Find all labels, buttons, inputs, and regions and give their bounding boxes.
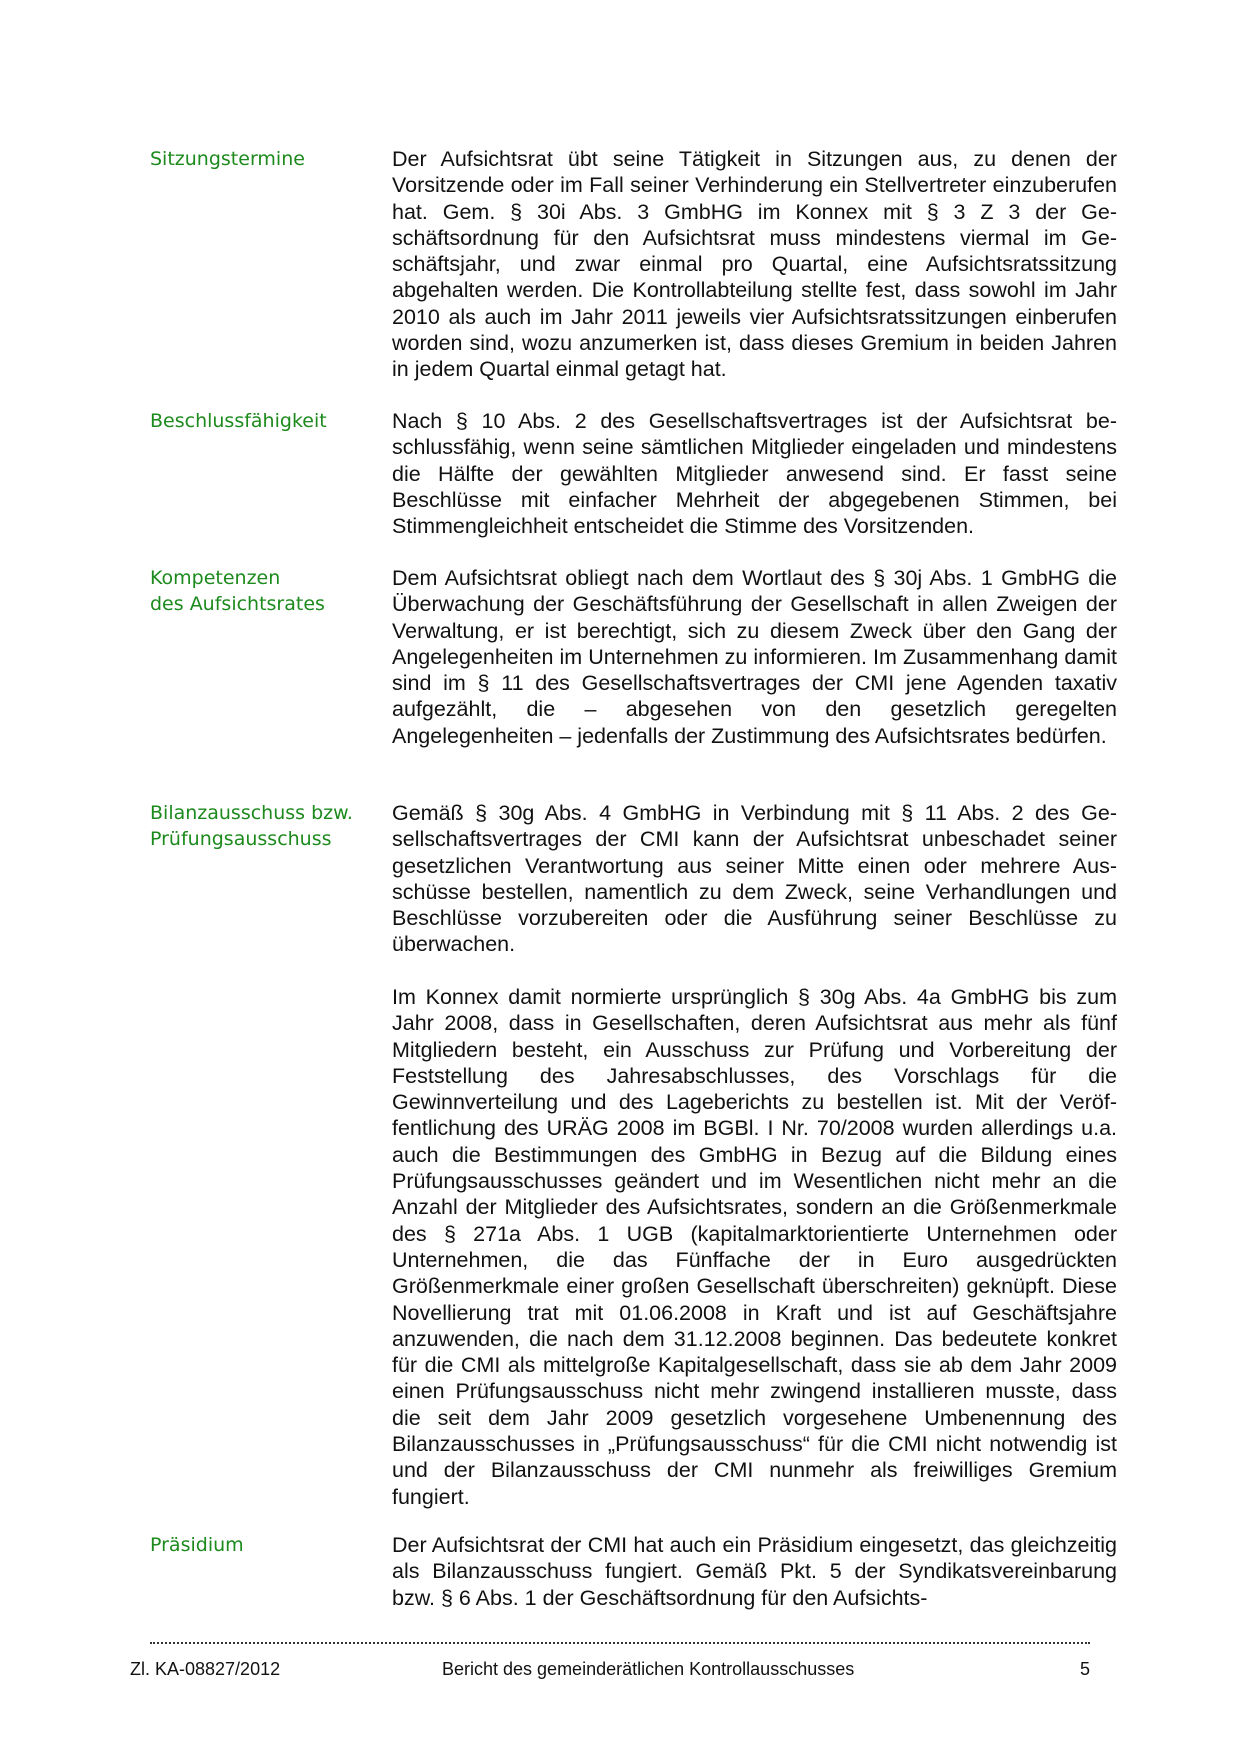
paragraph: Dem Aufsichtsrat obliegt nach dem Wortlaut des § 30j Abs. 1 GmbHG die Überwachung der Geschäftsführung der Gesellschaft in allen Zweigen der Verwaltung, er ist berechtigt, sich zu diesem Zweck über den Gang der Angelegenheiten im Unternehmen zu informieren. Im Zusammenhang damit sind im § 11 des Gesellschaftsvertrages der CMI jene Agenden taxativ aufgezählt, die – abgesehen von den gesetzlich geregelten Angelegenheiten – jedenfalls der Zustimmung des Aufsichtsrates bedürfen. <box>392 566 1117 748</box>
margin-label: Sitzungstermine <box>150 148 305 170</box>
page-number: 5 <box>1079 1659 1090 1679</box>
paragraph: Gemäß § 30g Abs. 4 GmbHG in Verbindung mit § 11 Abs. 2 des Gesellschaftsvertrages der CMI kann der Aufsichtsrat unbeschadet seiner gesetzlichen Verantwortung aus seiner Mitte einen oder mehrere Ausschüsse bestellen, namentlich zu dem Zweck, seine Verhandlungen und Beschlüsse vorzubereiten oder die Ausführung seiner Beschlüsse zu überwachen. <box>392 801 1117 957</box>
margin-label: Präsidium <box>150 1534 244 1556</box>
paragraph: Der Aufsichtsrat der CMI hat auch ein Präsidium eingesetzt, das gleichzeitig als Bilanzausschuss fungiert. Gemäß Pkt. 5 der Syndikatsvereinbarung bzw. § 6 Abs. 1 der Geschäftsordnung für den Aufsichts- <box>392 1533 1117 1610</box>
margin-label: Bilanzausschuss bzw. Prüfungsausschuss <box>150 802 353 850</box>
margin-label: Kompetenzen des Aufsichtsrates <box>150 567 325 615</box>
footer-divider <box>150 1642 1090 1644</box>
footer-reference: Zl. KA-08827/2012 <box>130 1659 281 1679</box>
footer-title: Bericht des gemeinderätlichen Kontrollausschusses <box>442 1659 855 1679</box>
paragraph: Nach § 10 Abs. 2 des Gesellschaftsvertrages ist der Aufsichtsrat beschlussfähig, wenn seine sämtlichen Mitglieder eingeladen und mindestens die Hälfte der gewählten Mitglieder anwesend sind. Er fasst seine Beschlüsse mit einfacher Mehrheit der abgegebenen Stimmen, bei Stimmengleichheit entscheidet die Stimme des Vorsitzenden. <box>392 409 1117 539</box>
paragraph: Im Konnex damit normierte ursprünglich § 30g Abs. 4a GmbHG bis zum Jahr 2008, dass in Gesellschaften, deren Aufsichtsrat aus mehr als fünf Mitgliedern besteht, ein Ausschuss zur Prüfung und Vorbereitung der Feststellung des Jahresabschlusses, des Vorschlags für die Gewinnverteilung und des Lageberichts zu bestellen ist. Mit der Veröffentlichung des URÄG 2008 im BGBl. I Nr. 70/2008 wurden allerdings u.a. auch die Bestimmungen des GmbHG in Bezug auf die Bildung eines Prüfungsausschusses geändert und im Wesentlichen nicht mehr an die Anzahl der Mitglieder des Aufsichtsrates, sondern an die Größenmerkmale des § 271a Abs. 1 UGB (kapitalmarktorientierte Unternehmen oder Unternehmen, die das Fünffache der in Euro ausgedrückten Größenmerkmale einer großen Gesellschaft überschreiten) geknüpft. Diese Novellierung trat mit 01.06.2008 in Kraft und ist auf Geschäftsjahre anzuwenden, die nach dem 31.12.2008 beginnen. Das bedeutete konkret für die CMI als mittelgroße Kapitalgesellschaft, dass sie ab dem Jahr 2009 einen Prüfungsausschuss nicht mehr zwingend installieren musste, dass die seit dem Jahr 2009 gesetzlich vorgesehene Umbenennung des Bilanzausschusses in „Prüfungsausschuss“ für die CMI nicht notwendig ist und der Bilanzausschuss der CMI nunmehr als freiwilliges Gremium fungiert. <box>392 985 1117 1509</box>
paragraph: Der Aufsichtsrat übt seine Tätigkeit in Sitzungen aus, zu denen der Vorsitzende oder im Fall seiner Verhinderung ein Stellvertreter einzuberufen hat. Gem. § 30i Abs. 3 GmbHG im Konnex mit § 3 Z 3 der Geschäftsordnung für den Aufsichtsrat muss mindestens viermal im Geschäftsjahr, und zwar einmal pro Quartal, eine Aufsichtsratssitzung abgehalten werden. Die Kontrollabteilung stellte fest, dass sowohl im Jahr 2010 als auch im Jahr 2011 jeweils vier Aufsichtsratssitzungen einberufen worden sind, wozu anzumerken ist, dass dieses Gremium in beiden Jahren in jedem Quartal einmal getagt hat. <box>392 147 1117 382</box>
margin-label: Beschlussfähigkeit <box>150 410 327 432</box>
page-footer <box>130 1659 1090 1683</box>
